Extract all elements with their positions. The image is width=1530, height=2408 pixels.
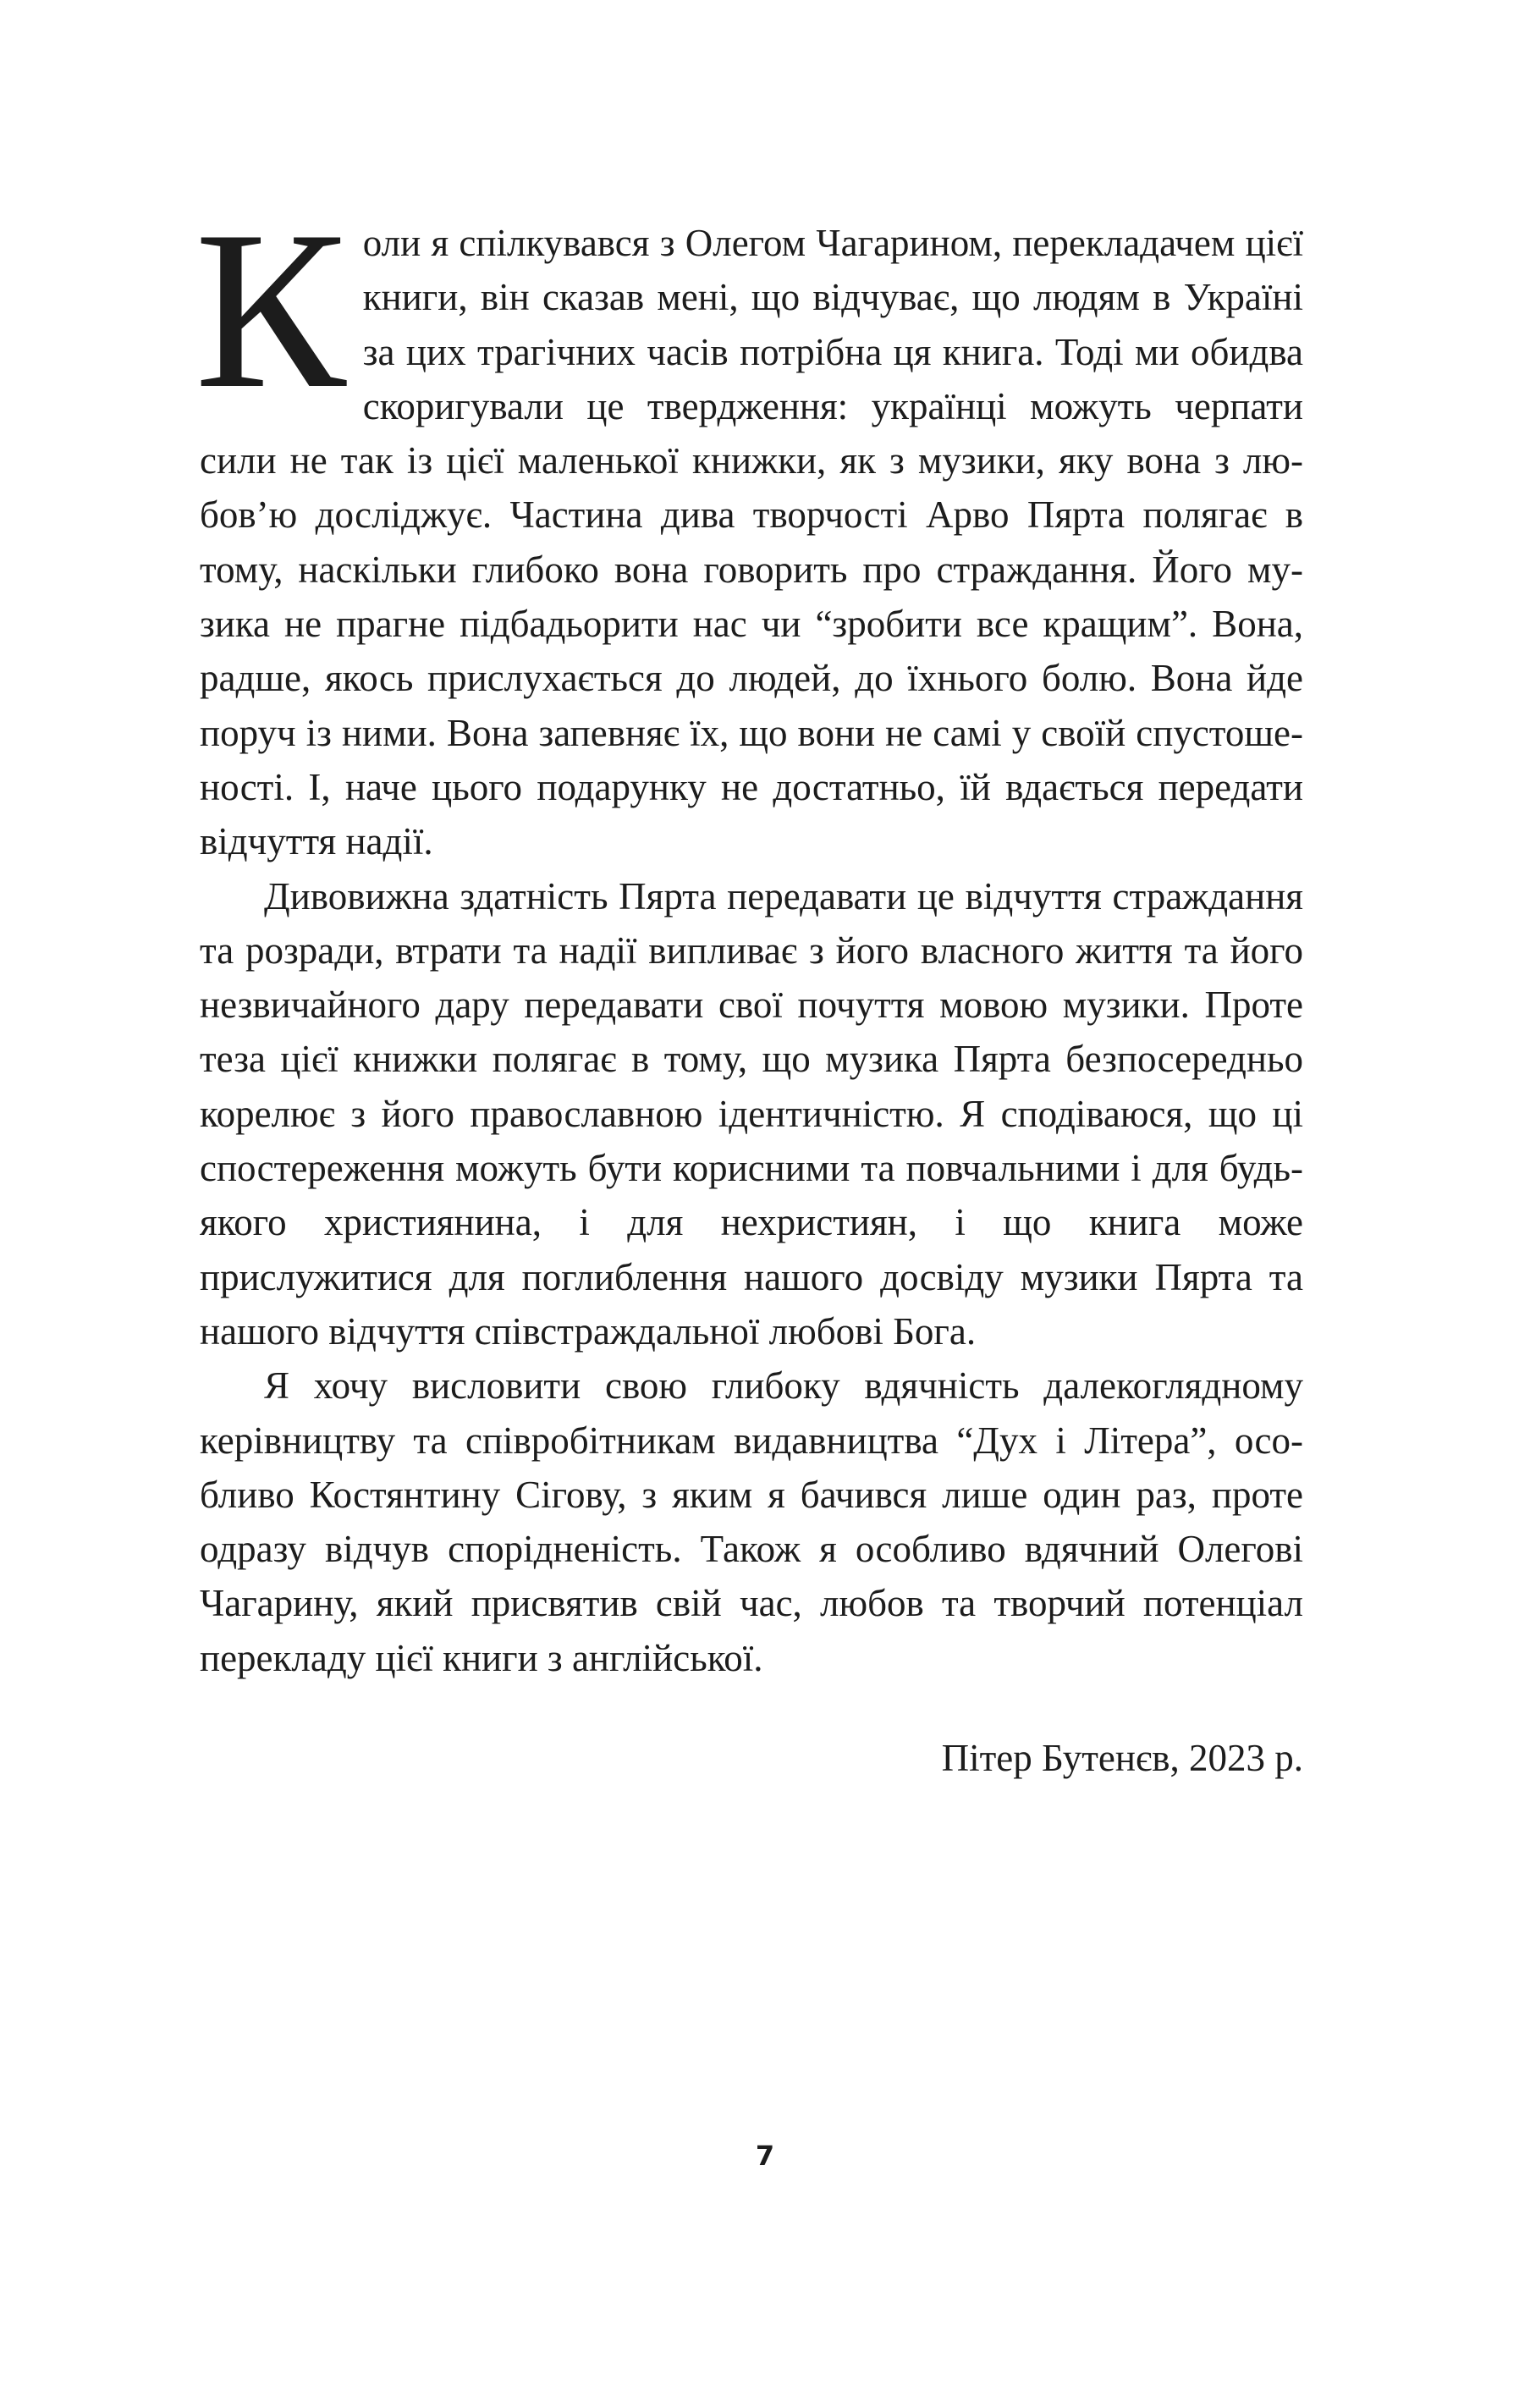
paragraph-1 <box>195 184 1303 869</box>
paragraph-2: Дивовижна здатність Пярта передавати це відчуття страждання та розради, втрати та надії випливає з його власного життя та його незвичайного дару передавати свої почуття мовою музики. Проте теза цієї книжки полягає в тому, що музика Пярта безпосередньо корелює з його православною ідентичністю. Я сподіваюся, що ці спостереження можуть бути корисними та повчальними і для будь-якого християнина, і для нехристиян, і що книга може прислужитися для поглиблення нашого досвіду музики Пярта та нашого відчуття співстраждальної любові Бога. <box>200 874 1303 1353</box>
drop-cap: К <box>195 184 346 435</box>
body-text <box>195 184 1303 1685</box>
page-number: 7 <box>755 2140 775 2172</box>
paragraph-3: Я хочу висловити свою глибоку вдячність далекоглядному керівництву та співробітникам видавництва “Дух і Літера”, особливо Костянтину Сігову, з яким я бачився лише один раз, проте одразу відчув спорідненість. Також я особливо вдячний Олегові Чагарину, який присвятив свій час, любов та творчий потенціал перекладу цієї книги з англійської. <box>200 1364 1303 1679</box>
author-signature: Пітер Бутенєв, 2023 р. <box>941 1737 1303 1779</box>
paragraph-1-text: оли я спілкувався з Олегом Чагарином, перекладачем цієї книги, він сказав мені, що відчуває, що людям в Україні за цих трагічних часів потрібна ця книга. Тоді ми обидва скоригували це твердження: українці можуть черпати сили не так із цієї маленької книжки, як з музики, яку вона з любов’ю досліджує. Частина дива творчості Арво Пярта полягає в тому, наскільки глибоко вона говорить про страждання. Його музика не прагне підбадьорити нас чи “зробити все кращим”. Вона, радше, якось прислухається до людей, до їхнього болю. Вона йде поруч із ними. Вона запевняє їх, що вони не самі у своїй спустошеності. І, наче цього подарунку не достатньо, їй вдається передати відчуття надії. <box>200 222 1303 863</box>
